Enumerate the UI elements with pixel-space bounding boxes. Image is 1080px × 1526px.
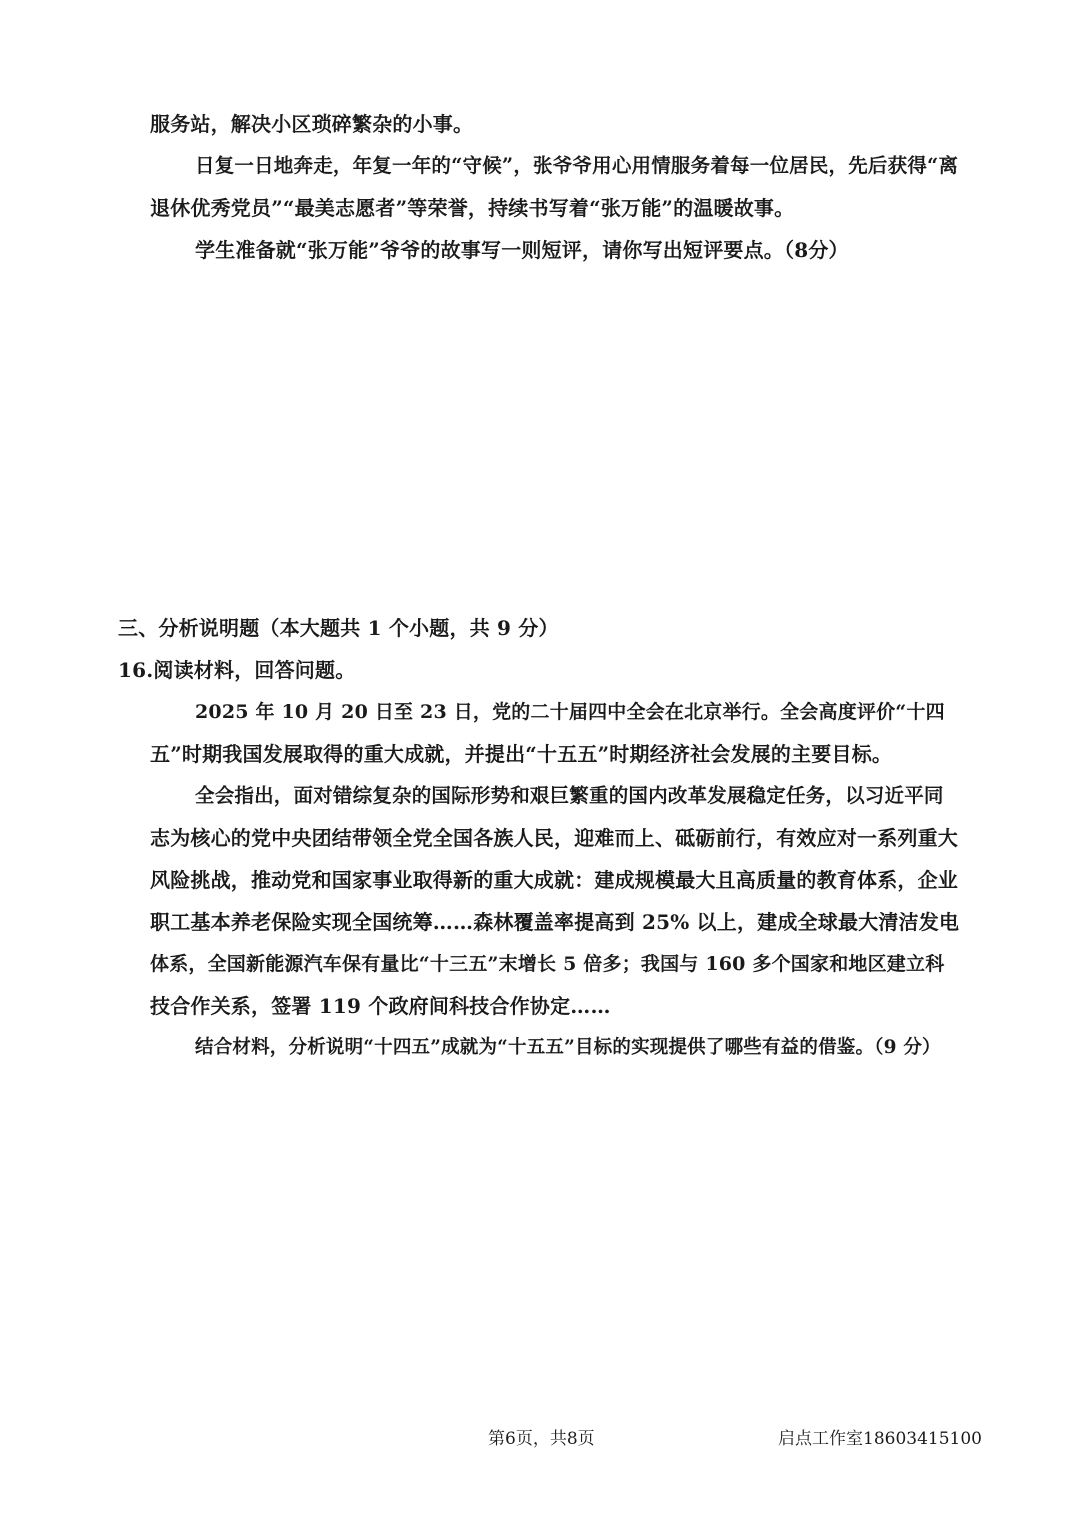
studio-credit: 启点工作室18603415100 (778, 1429, 982, 1449)
text-line-2: 日复一日地奔走，年复一年的“守候”，张爷爷用心用情服务着每一位居民，先后获得“离 (195, 154, 959, 177)
section-heading: 三、分析说明题（本大题共 1 个小题，共 9 分） (118, 616, 559, 640)
material-line-1: 2025 年 10 月 20 日至 23 日，党的二十届四中全会在北京举行。全会高度评价“十四 (195, 701, 945, 723)
material-line-8: 技合作关系，签署 119 个政府间科技合作协定…… (150, 994, 611, 1018)
material-line-3: 全会指出，面对错综复杂的国际形势和艰巨繁重的国内改革发展稳定任务，以习近平同 (195, 784, 944, 807)
material-line-5: 风险挑战，推动党和国家事业取得新的重大成就：建成规模最大且高质量的教育体系，企业 (150, 868, 958, 892)
question-prompt-16: 结合材料，分析说明“十四五”成就为“十五五”目标的实现提供了哪些有益的借鉴。（9 分） (195, 1037, 941, 1058)
material-line-4: 志为核心的党中央团结带领全党全国各族人民，迎难而上、砥砺前行，有效应对一系列重大 (150, 826, 958, 850)
material-line-6: 职工基本养老保险实现全国统筹……森林覆盖率提高到 25% 以上，建成全球最大清洁发电 (150, 910, 960, 934)
question-prompt-15: 学生准备就“张万能”爷爷的故事写一则短评，请你写出短评要点。（8分） (195, 238, 849, 262)
question-label-16: 16.阅读材料，回答问题。 (118, 658, 356, 682)
material-line-2: 五”时期我国发展取得的重大成就，并提出“十五五”时期经济社会发展的主要目标。 (150, 742, 893, 766)
text-line-1: 服务站，解决小区琐碎繁杂的小事。 (150, 112, 474, 136)
page-number: 第6页，共8页 (488, 1429, 595, 1449)
text-line-3: 退休优秀党员”“最美志愿者”等荣誉，持续书写着“张万能”的温暖故事。 (150, 196, 795, 220)
material-line-7: 体系，全国新能源汽车保有量比“十三五”末增长 5 倍多；我国与 160 多个国家和地区建立科 (150, 953, 945, 975)
